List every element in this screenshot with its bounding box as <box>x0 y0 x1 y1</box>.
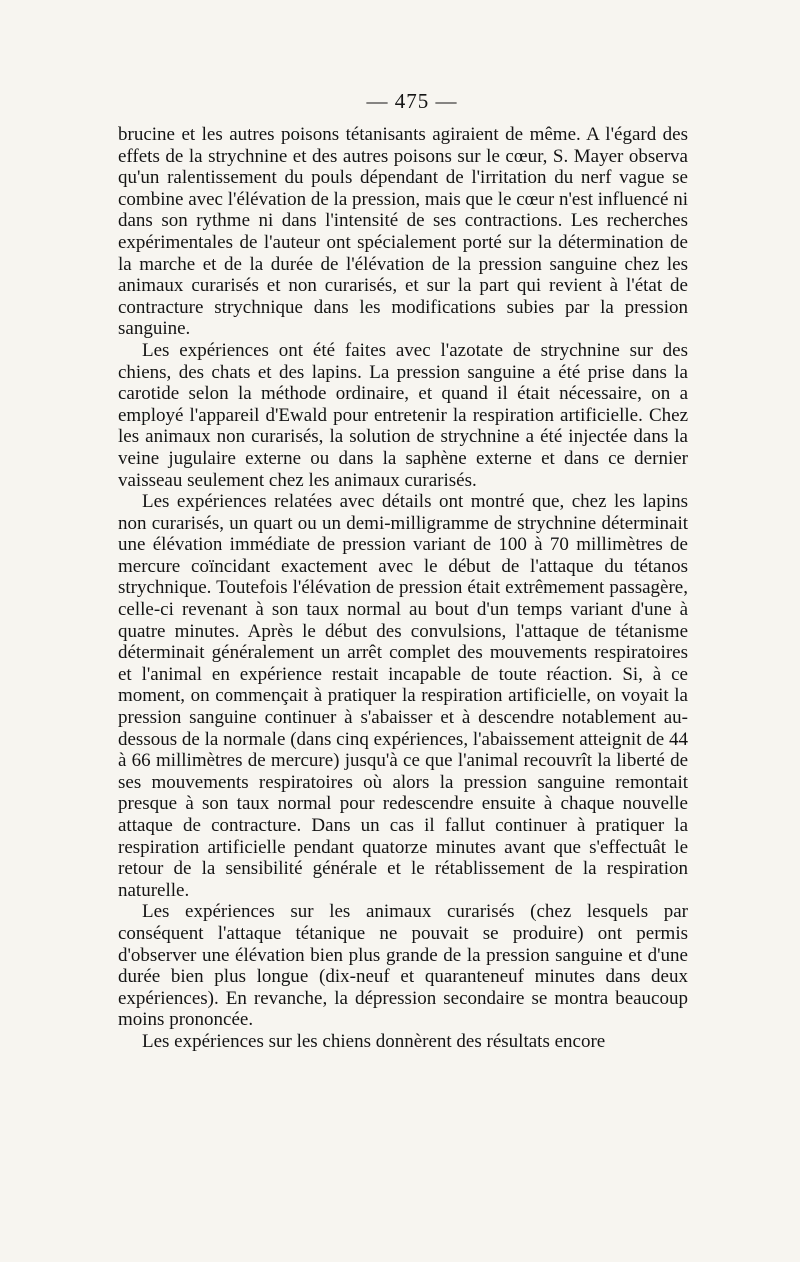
paragraph-5: Les expériences sur les chiens donnèrent des résultats encore <box>142 1030 606 1052</box>
page-body <box>118 88 688 1053</box>
paragraph-3: Les expériences relatées avec détails ont montré que, chez les lapins non curarisés, un quart ou un demi-milligramme de strychnine déterminait une élévation immédiate de pression variant de 100 à 70 millimètres de mercure coïncidant exactement avec le début de l'attaque du tétanos strychnique. Toutefois l'élévation de pression était extrêmement passagère, celle-ci revenant à son taux normal au bout d'un temps variant d'une à quatre minutes. Après le début des convulsions, l'attaque de tétanisme déterminait généralement un arrêt complet des mouvements respiratoires et l'animal en expérience restait incapable de toute réaction. Si, à ce moment, on commençait à pratiquer la respiration artificielle, on voyait la pression sanguine continuer à s'abaisser et à descendre notablement au-dessous de la normale (dans cinq expériences, l'abaissement atteignit de 44 à 66 millimètres de mercure) jusqu'à ce que l'animal recouvrît la liberté de ses mouvements respiratoires où alors la pression sanguine remontait presque à son taux normal pour redescendre ensuite à chaque nouvelle attaque de contracture. Dans un cas il fallut continuer à pratiquer la respiration artificielle pendant quatorze minutes avant que s'effectuât le retour de la sensibilité générale et le rétablissement de la respiration naturelle. <box>118 491 688 901</box>
paragraph-4: Les expériences sur les animaux curarisés (chez lesquels par conséquent l'attaque tétanique ne pouvait se produire) ont permis d'observer une élévation bien plus grande de la pression sanguine et d'une durée bien plus longue (dix-neuf et quaranteneuf minutes dans deux expériences). En revanche, la dépression secondaire se montra beaucoup moins prononcée. <box>118 901 688 1031</box>
page-number: — 475 — <box>366 89 458 113</box>
paragraph-2: Les expériences ont été faites avec l'azotate de strychnine sur des chiens, des chats et des lapins. La pression sanguine a été prise dans la carotide selon la méthode ordinaire, et quand il était nécessaire, on a employé l'appareil d'Ewald pour entretenir la respiration artificielle. Chez les animaux non curarisés, la solution de strychnine a été injectée dans la veine jugulaire externe ou dans la saphène externe et dans ce dernier vaisseau seulement chez les animaux curarisés. <box>118 339 688 491</box>
paragraph-1: brucine et les autres poisons tétanisants agiraient de même. A l'égard des effets de la strychnine et des autres poisons sur le cœur, S. Mayer observa qu'un ralentissement du pouls dépendant de l'irritation du nerf vague se combine avec l'élévation de la pression, mais que le cœur n'est influencé ni dans son rythme ni dans l'intensité de ses contractions. Les recherches expérimentales de l'auteur ont spécialement porté sur la détermination de la marche et de la durée de l'élévation de la pression sanguine chez les animaux curarisés et non curarisés, et sur la part qui revient à l'état de contracture strychnique dans les modifications subies par la pression sanguine. <box>118 124 688 340</box>
